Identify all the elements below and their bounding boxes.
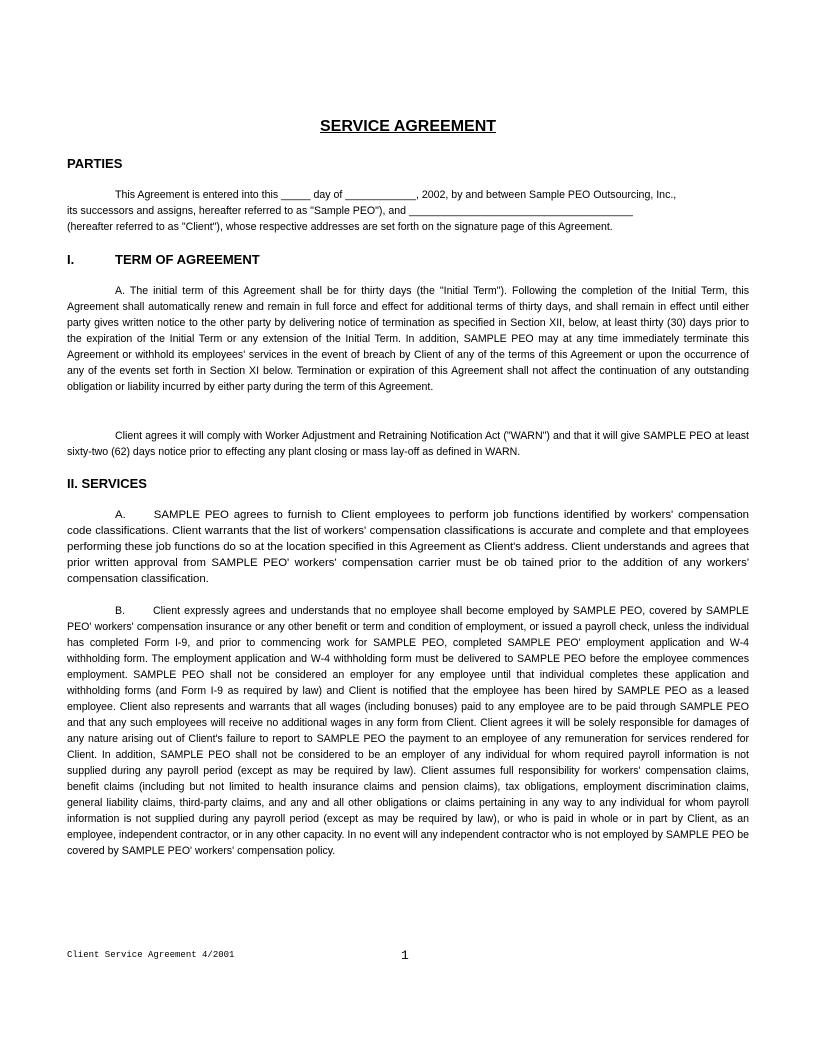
- services-paragraph-b: B. Client expressly agrees and understands that no employee shall become employed by SAMPLE PEO, covered by SAMPLE PEO' workers' compensation insurance or any other benefit or term and condition of employment, or issued a payroll check, unless the individual has completed Form I-9, and prior to commencing work for SAMPLE PEO, completed SAMPLE PEO' employment application and W-4 withholding form. The employment application and W-4 withholding form must be delivered to SAMPLE PEO before the employee commences employment. SAMPLE PEO shall not be considered an employer for any employee until that individual completes these application and withholding forms (and Form I-9 as required by law) and Client is notified that the employee has been hired by SAMPLE PEO as a leased employee. Client also represents and warrants that all wages (including bonuses) paid to any employee are to be paid through SAMPLE PEO and that any such employees will receive no additional wages in any form from Client. Client agrees it will be solely responsible for damages of any nature arising out of Client's failure to report to SAMPLE PEO the payment to an employee of any remuneration for services rendered for Client. In addition, SAMPLE PEO shall not be considered to be an employer of any individual for whom required payroll information is not supplied during any payroll period (except as may be required by law). Client assumes full responsibility for workers' compensation claims, benefit claims (including but not limited to health insurance claims and pension claims), tax obligations, employment discrimination claims, general liability claims, third-party claims, and any and all other obligations or claims pertaining in any way to any individual for whom payroll information is not supplied during any payroll period (except as may be required by law), or who is paid in whole or in part by Client, as an employee, independent contractor, or in any other capacity. In no event will any independent contractor who is not employed by SAMPLE PEO be covered by SAMPLE PEO' workers' compensation policy.: [67, 605, 749, 857]
- parties-line-1: This Agreement is entered into this _____ day of ____________, 2002, by and between Sample PEO Outsourcing, Inc.,: [115, 189, 677, 201]
- footer-document-id: Client Service Agreement 4/2001: [67, 950, 235, 960]
- services-heading: II. SERVICES: [67, 476, 147, 491]
- parties-heading: PARTIES: [67, 156, 123, 171]
- term-heading-number: I.: [67, 252, 75, 267]
- parties-line-3: (hereafter referred to as "Client"), whose respective addresses are set forth on the signature page of this Agreement.: [67, 221, 613, 233]
- parties-line-2: its successors and assigns, hereafter referred to as "Sample PEO"), and ______________________________________: [67, 205, 633, 217]
- services-paragraph-a: A. SAMPLE PEO agrees to furnish to Client employees to perform job functions identified by workers' compensation code classifications. Client warrants that the list of workers' compensation classifications is accurate and complete and that employees performing these job functions do so at the location specified in this Agreement as Client's address. Client understands and agrees that prior written approval from SAMPLE PEO' workers' compensation carrier must be ob tained prior to the addition of any workers' compensation classification.: [67, 509, 749, 585]
- parties-paragraph: [67, 187, 749, 235]
- footer-page-number: 1: [401, 948, 409, 963]
- term-paragraph-warn: Client agrees it will comply with Worker Adjustment and Retraining Notification Act ("WARN") and that it will give SAMPLE PEO at least sixty-two (62) days notice prior to effecting any plant closing or mass lay-off as defined in WARN.: [67, 430, 749, 458]
- term-paragraph-a: A. The initial term of this Agreement shall be for thirty days (the "Initial Term"). Following the completion of the Initial Term, this Agreement shall automatically renew and remain in full force and effect for additional terms of thirty days, and shall remain in effect until either party gives written notice to the other party by delivering notice of termination as specified in Section XII, below, at least thirty (30) days prior to the expiration of the Initial Term or any extension of the Initial Term. In addition, SAMPLE PEO may at any time immediately terminate this Agreement or withhold its employees' services in the event of breach by Client of any of the terms of this Agreement or upon the occurrence of any of the events set forth in Section XI below. Termination or expiration of this Agreement shall not affect the continuation of any outstanding obligation or liability incurred by either party during the term of this Agreement.: [67, 285, 749, 393]
- term-heading: [67, 252, 260, 267]
- term-heading-text: TERM OF AGREEMENT: [115, 252, 260, 267]
- document-title: SERVICE AGREEMENT: [319, 118, 497, 135]
